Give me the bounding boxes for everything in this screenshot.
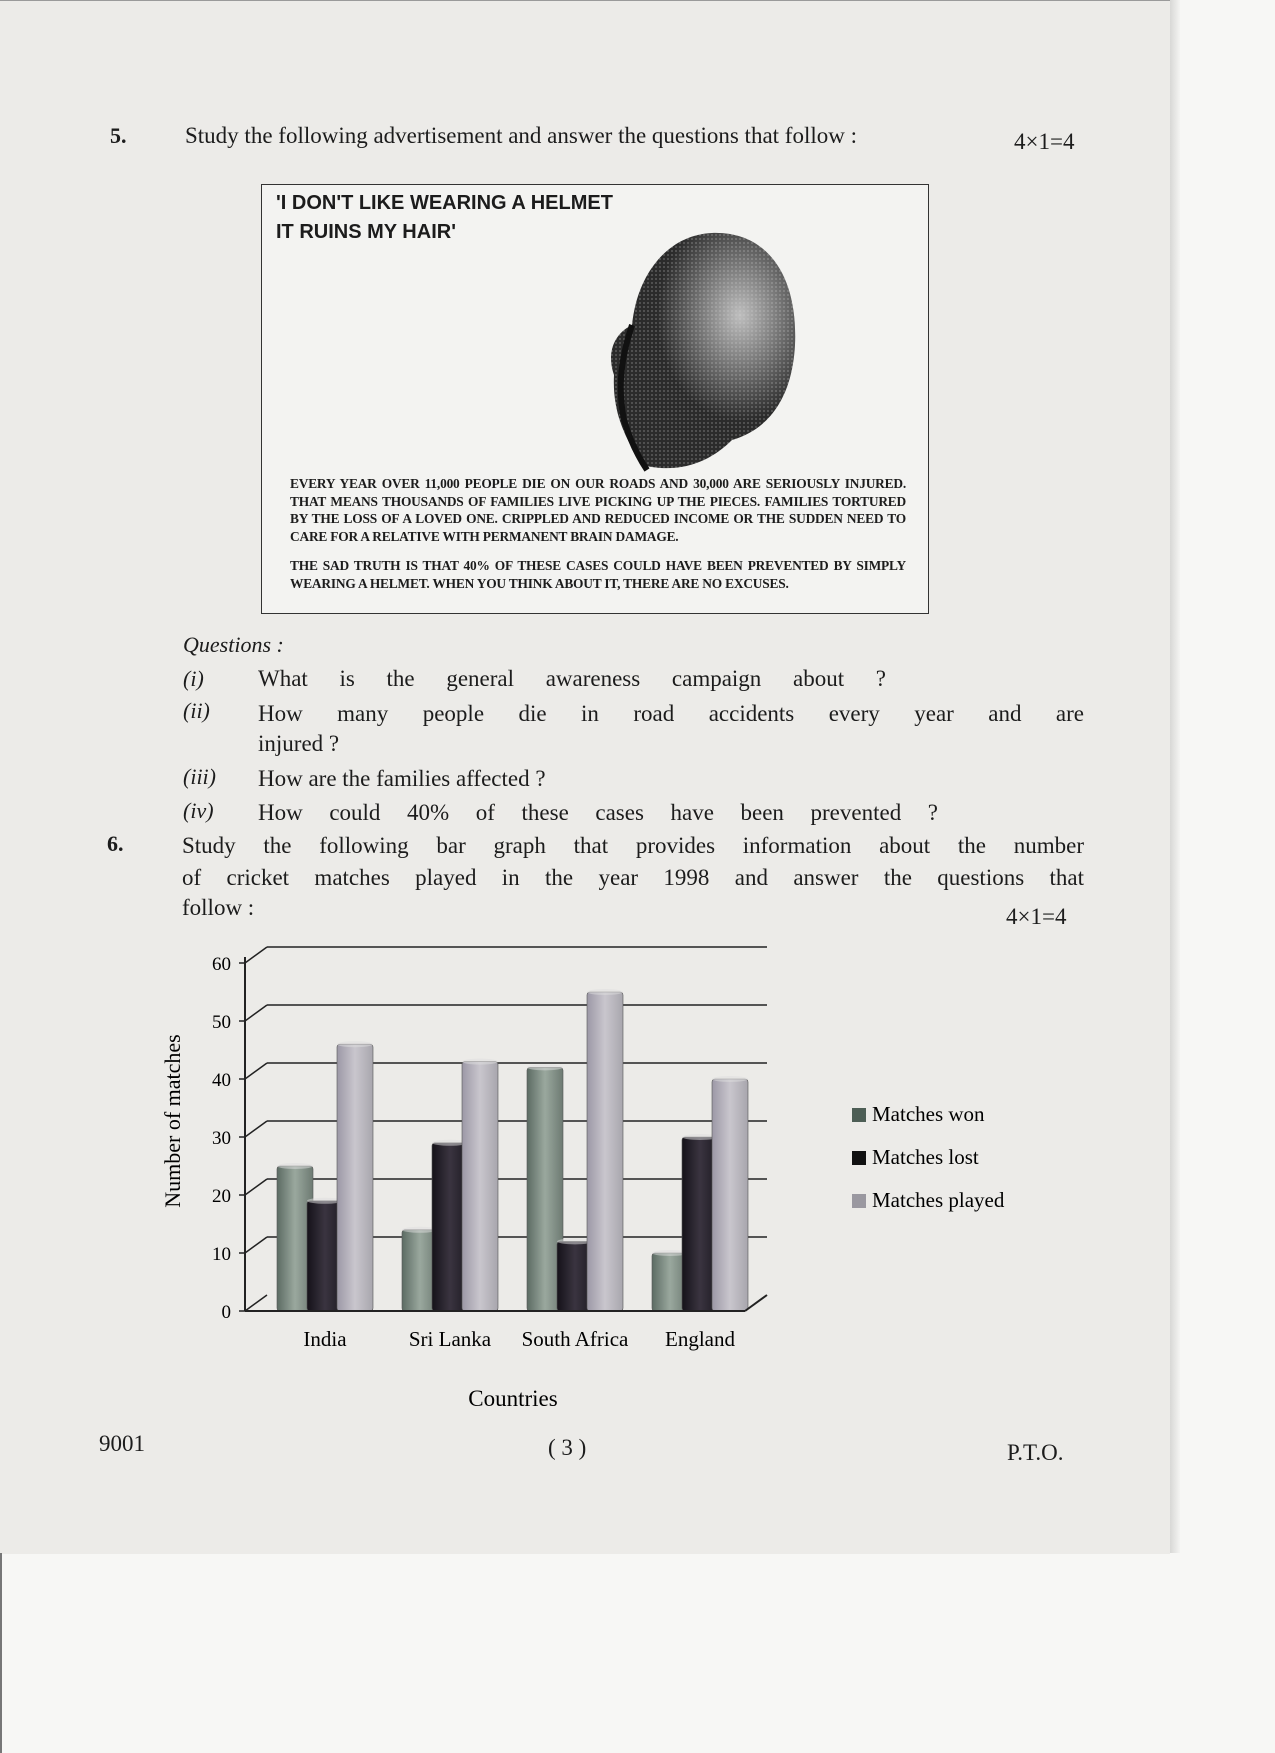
question-ii-number: (ii): [183, 698, 210, 723]
legend-label: Matches lost: [872, 1145, 979, 1169]
y-tick-label: 50: [212, 1012, 231, 1033]
bar-top: [277, 1163, 313, 1169]
bar-top: [462, 1059, 498, 1065]
question-6-number: 6.: [107, 831, 124, 856]
legend-swatch: [852, 1194, 866, 1208]
x-tick-label: South Africa: [521, 1327, 629, 1351]
ad-body-paragraph-2: THE SAD TRUTH IS THAT 40% OF THESE CASES COULD HAVE BEEN PREVENTED BY SIMPLY WEARING A HELMET. WHEN YOU THINK ABOUT IT, THERE ARE NO EXCUSES.: [290, 558, 906, 591]
chart-legend: [852, 1102, 1005, 1212]
question-iv-number: (iv): [183, 798, 214, 823]
bar-south-africa-matches-played: [587, 992, 623, 1311]
bar-top: [527, 1064, 563, 1070]
page-edge-shadow: [1170, 0, 1180, 1553]
legend-label: Matches won: [872, 1102, 985, 1126]
y-tick-label: 30: [212, 1128, 231, 1149]
gridline-side-0: [245, 1295, 267, 1311]
legend-swatch: [852, 1108, 866, 1122]
question-5-number: 5.: [110, 123, 127, 148]
question-6-line-2: of cricket matches played in the year 1998 and answer the questions that: [182, 865, 1084, 890]
page-number: ( 3 ): [548, 1435, 587, 1460]
headline-line-2: IT RUINS MY HAIR': [276, 221, 456, 243]
question-i-text: What is the general awareness campaign about ?: [258, 666, 886, 691]
y-tick-label: 10: [212, 1244, 231, 1265]
bar-england-matches-played: [712, 1079, 748, 1311]
please-turn-over: P.T.O.: [1007, 1440, 1064, 1465]
question-iii-number: (iii): [183, 764, 216, 789]
x-tick-label: England: [665, 1327, 735, 1351]
gridline-side-10: [245, 1237, 267, 1253]
bar-top: [337, 1041, 373, 1047]
gridline-side-60: [245, 947, 267, 963]
bar-sri-lanka-matches-played: [462, 1062, 498, 1311]
y-tick-label: 0: [221, 1302, 231, 1323]
legend-swatch: [852, 1151, 866, 1165]
advertisement-headline: [276, 189, 613, 247]
question-6-line-3: follow :: [182, 895, 255, 920]
gridline-side-30: [245, 1121, 267, 1137]
bar-india-matches-played: [337, 1044, 373, 1311]
question-6-marks: 4×1=4: [1006, 904, 1067, 929]
headline-line-1: 'I DON'T LIKE WEARING A HELMET: [276, 192, 613, 214]
gridline-side-40: [245, 1063, 267, 1079]
question-ii-text-continued: injured ?: [258, 731, 340, 756]
question-iii-text: How are the families affected ?: [258, 766, 546, 791]
gridline-side-20: [245, 1179, 267, 1195]
question-i-number: (i): [183, 666, 204, 691]
x-axis-label: Countries: [468, 1386, 558, 1411]
question-iv-text: How could 40% of these cases have been prevented ?: [258, 800, 938, 825]
x-tick-label: Sri Lanka: [408, 1327, 492, 1351]
gridline-side-50: [245, 1005, 267, 1021]
advertisement-box: [261, 184, 929, 614]
ad-body-paragraph-1: EVERY YEAR OVER 11,000 PEOPLE DIE ON OUR ROADS AND 30,000 ARE SERIOUSLY INJURED. THAT MEANS THOUSANDS OF FAMILIES LIVE PICKING UP THE PIECES. FAMILIES TORTURED BY THE LOSS OF A LOVED ONE. CRIPPLED AND REDUCED INCOME OR THE SUDDEN NEED TO CARE FOR A RELATIVE WITH PERMANENT BRAIN DAMAGE.: [290, 476, 906, 544]
helmet-head-photo: [602, 225, 802, 480]
question-6-line-1: Study the following bar graph that provides information about the number: [182, 833, 1084, 858]
y-tick-label: 20: [212, 1186, 231, 1207]
advertisement-body: [290, 475, 906, 592]
paper-code: 9001: [99, 1431, 145, 1456]
x-tick-label: India: [303, 1327, 347, 1351]
question-5-marks: 4×1=4: [1014, 129, 1075, 154]
legend-label: Matches played: [872, 1188, 1005, 1212]
question-ii-text: How many people die in road accidents every year and are: [258, 701, 1084, 726]
bar-top: [712, 1076, 748, 1082]
bar-top: [587, 989, 623, 995]
scan-edge-line: [0, 1553, 2, 1753]
y-axis-label: Number of matches: [160, 1034, 185, 1208]
y-tick-label: 60: [212, 954, 231, 975]
y-tick-label: 40: [212, 1070, 231, 1091]
cricket-matches-bar-chart: [150, 941, 1050, 1421]
question-5-instruction: Study the following advertisement and answer the questions that follow :: [185, 123, 857, 148]
questions-label: Questions :: [183, 632, 284, 657]
